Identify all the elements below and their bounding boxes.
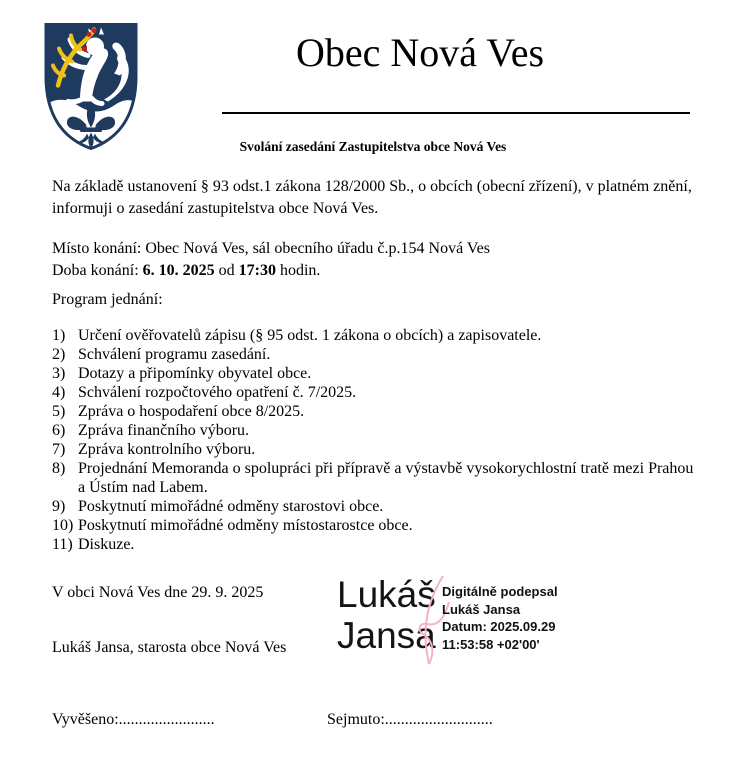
meeting-time-line bbox=[52, 260, 320, 282]
signature-name: Lukáš Jansa bbox=[337, 574, 436, 656]
signer-line: Lukáš Jansa, starosta obce Nová Ves bbox=[52, 639, 287, 656]
agenda-item: 1) Určení ověřovatelů zápisu (§ 95 odst. 1 zákona o obcích) a zapisovatele. bbox=[52, 327, 542, 344]
agenda-item: 9) Poskytnutí mimořádné odměny starostovi obce. bbox=[52, 498, 384, 515]
agenda-heading: Program jednání: bbox=[52, 291, 163, 308]
meeting-time-value: 17:30 bbox=[238, 262, 276, 279]
meeting-time-connector: od bbox=[218, 262, 235, 279]
meeting-place-label: Místo konání: bbox=[52, 240, 142, 257]
removed-line: Sejmuto:........................... bbox=[327, 711, 493, 728]
meeting-place-line bbox=[52, 238, 490, 260]
agenda-item: 11) Diskuze. bbox=[52, 536, 135, 553]
meeting-time-suffix: hodin. bbox=[279, 262, 321, 279]
title-divider bbox=[222, 112, 690, 114]
agenda-item: 5) Zpráva o hospodaření obce 8/2025. bbox=[52, 403, 305, 420]
posted-line: Vyvěšeno:........................ bbox=[52, 711, 215, 728]
document-subtitle: Svolání zasedání Zastupitelstva obce Nová Ves bbox=[239, 139, 507, 154]
meeting-time-label: Doba konání: bbox=[52, 262, 139, 279]
agenda-list bbox=[52, 326, 704, 554]
digital-signature-block bbox=[335, 572, 655, 672]
page-title: Obec Nová Ves bbox=[295, 30, 545, 75]
agenda-item: 4) Schválení rozpočtového opatření č. 7/2025. bbox=[52, 384, 357, 401]
agenda-item: 10) Poskytnutí mimořádné odměny místostarostce obce. bbox=[52, 517, 413, 534]
agenda-item: 2) Schválení programu zasedání. bbox=[52, 346, 271, 363]
meeting-place-value: Obec Nová Ves, sál obecního úřadu č.p.154 Nová Ves bbox=[145, 240, 491, 257]
signature-details: Digitálně podepsal Lukáš Jansa Datum: 2025.09.29 11:53:58 +02'00' bbox=[442, 584, 558, 652]
agenda-item: 7) Zpráva kontrolního výboru. bbox=[52, 441, 256, 458]
place-date-line: V obci Nová Ves dne 29. 9. 2025 bbox=[52, 584, 264, 601]
coat-of-arms-icon bbox=[42, 20, 140, 156]
meeting-date-value: 6. 10. 2025 bbox=[142, 262, 215, 279]
agenda-item: 8) Projednání Memoranda o spolupráci při přípravě a výstavbě vysokorychlostní tratě mezi Prahou a Ústím nad Labem. bbox=[52, 460, 694, 496]
agenda-item: 3) Dotazy a připomínky obyvatel obce. bbox=[52, 365, 312, 382]
intro-paragraph: Na základě ustanovení § 93 odst.1 zákona 128/2000 Sb., o obcích (obecní zřízení), v platném znění, informuji o zasedání zastupitelstva obce Nová Ves. bbox=[52, 178, 692, 217]
agenda-item: 6) Zpráva finančního výboru. bbox=[52, 422, 250, 439]
